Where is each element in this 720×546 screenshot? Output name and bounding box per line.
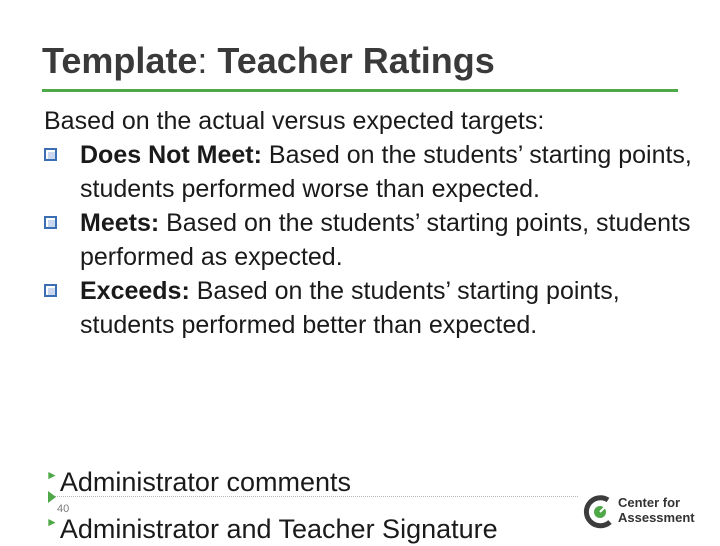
arrow-bullet-icon: ► (46, 468, 58, 482)
slide-title (42, 40, 495, 82)
title-underline (42, 89, 678, 92)
title-rest: Teacher Ratings (217, 40, 495, 81)
sub-bullet-administrator-comments (46, 458, 351, 499)
rating-list (44, 138, 704, 342)
rating-item-exceeds (44, 274, 704, 342)
logo-line-1: Center for (618, 495, 681, 510)
rating-description: Based on the students’ starting points, students performed worse than expected. (80, 141, 692, 203)
slide-number: 40 (57, 503, 70, 515)
arrow-bullet-icon: ► (46, 515, 58, 529)
footer-divider (54, 496, 578, 497)
rating-label: Exceeds: (80, 277, 190, 305)
title-separator: : (197, 40, 218, 81)
checkbox-bullet-icon (44, 216, 57, 229)
rating-description: Based on the students’ starting points, students performed better than expected. (80, 277, 620, 339)
rating-item-does-not-meet (44, 138, 704, 206)
sub-bullet-text: Administrator and Teacher Signature (59, 514, 498, 544)
title-lead: Template (42, 40, 198, 81)
logo-text (618, 495, 695, 525)
logo-line-2: Assessment (618, 510, 695, 525)
intro-text: Based on the actual versus expected targets: (44, 107, 545, 135)
checkbox-bullet-icon (44, 148, 57, 161)
rating-item-meets (44, 206, 704, 274)
rating-label: Does Not Meet: (80, 141, 262, 169)
footer-triangle-icon (48, 491, 56, 503)
logo-mark-icon (582, 492, 618, 532)
rating-label: Meets: (80, 209, 160, 237)
sub-bullet-text: Administrator comments (59, 467, 351, 497)
rating-description: Based on the students’ starting points, students performed as expected. (80, 209, 691, 271)
center-for-assessment-logo (582, 492, 695, 532)
checkbox-bullet-icon (44, 284, 57, 297)
